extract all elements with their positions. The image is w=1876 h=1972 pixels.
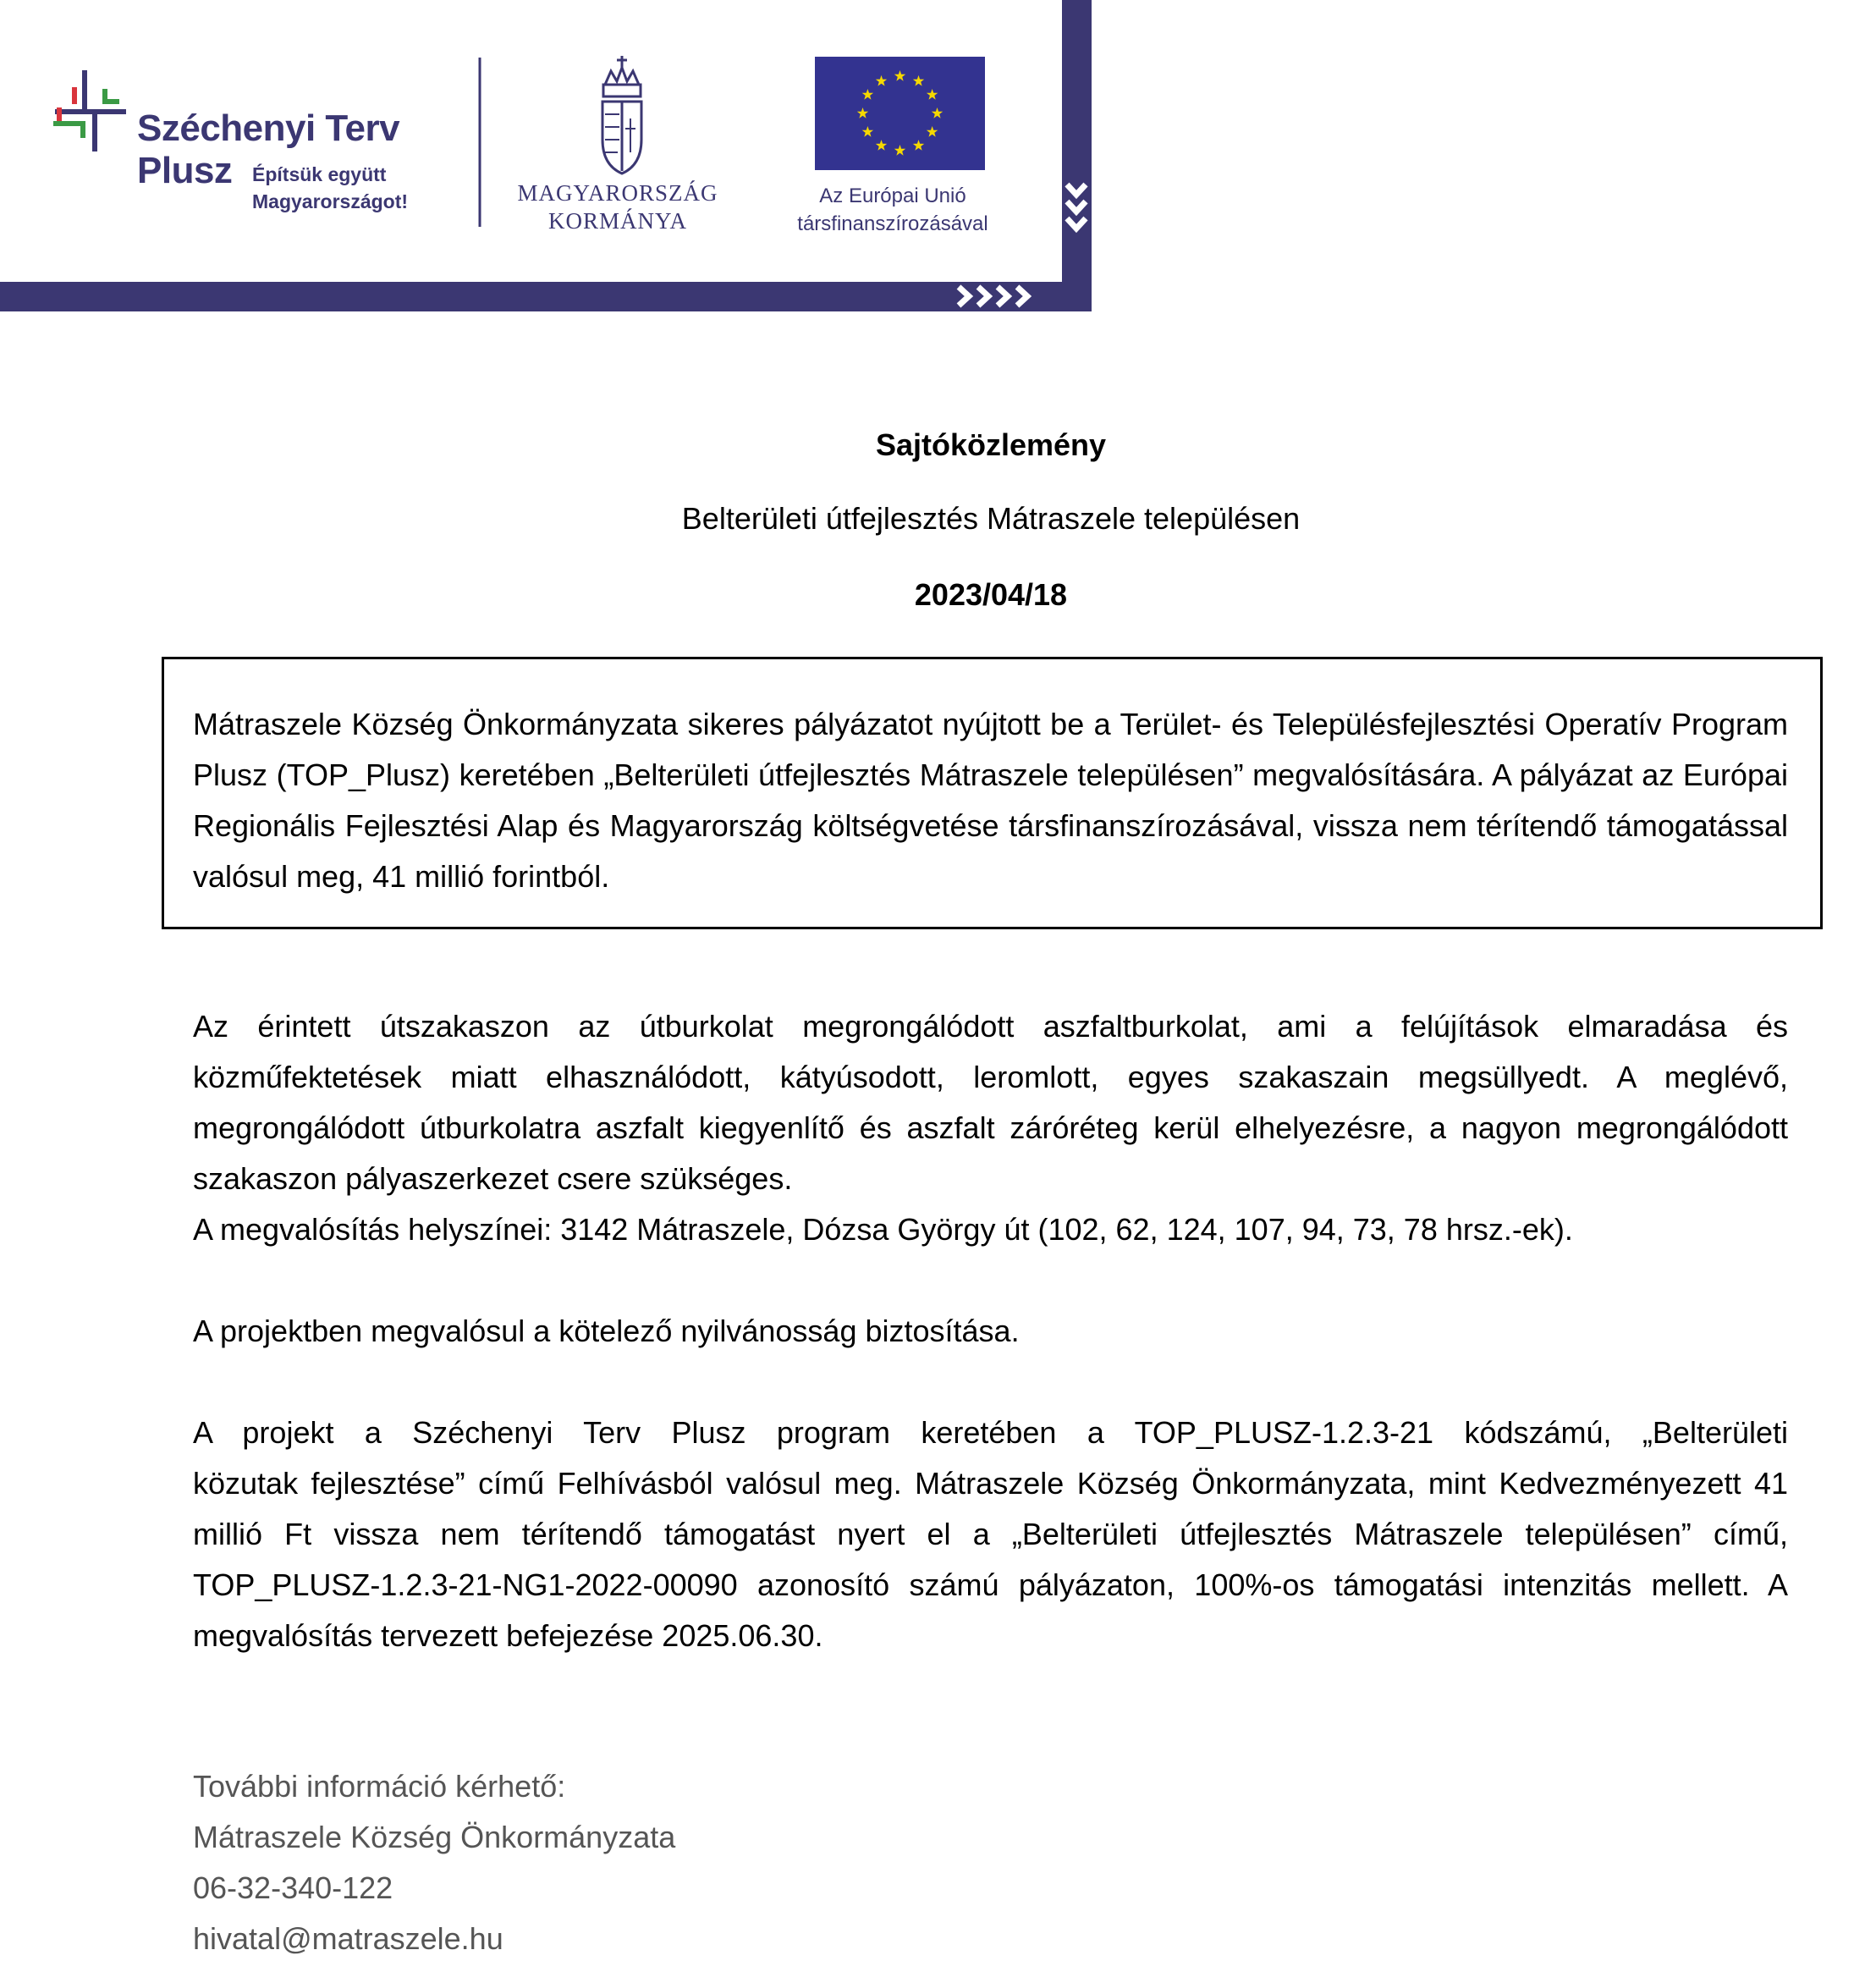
body-paragraph-locations: A megvalósítás helyszínei: 3142 Mátraszele, Dózsa György út (102, 62, 124, 107, 94, 73, 78 hrsz.-ek). <box>193 1212 1573 1247</box>
coat-of-arms-icon <box>602 56 641 174</box>
szechenyi-cross-icon <box>56 73 124 149</box>
eu-logo-text <box>766 182 1020 238</box>
contact-email: hivatal@matraszele.hu <box>193 1921 503 1956</box>
szechenyi-logo-plusz: Plusz <box>137 150 233 191</box>
body-paragraph-program-rest: közutak fejlesztése” című Felhívásból valósul meg. Mátraszele Község Önkormányzata, mint Kedvezményezett 41 millió Ft vissza nem térítendő támogatást nyert el a „Belterületi útfejlesztés Mátraszele településen” című, TOP_PLUSZ-1.2.3-21-NG1-2022-00090 azonosító számú pályázaton, 100%-os támogatási intenzitás mellett. A megvalósítás tervezett befejezése 2025.06.30. <box>193 1466 1788 1653</box>
banner-bottom-bar <box>0 282 1092 311</box>
slogan-line-1: Építsük együtt <box>252 163 387 185</box>
document-subtitle: Belterületi útfejlesztés Mátraszele településen <box>681 501 1301 536</box>
contact-label: További információ kérhető: <box>193 1769 566 1804</box>
document-date: 2023/04/18 <box>914 577 1068 612</box>
contact-phone: 06-32-340-122 <box>193 1870 393 1905</box>
szechenyi-logo-title: Széchenyi Terv <box>137 107 400 149</box>
contact-organization: Mátraszele Község Önkormányzata <box>193 1820 676 1854</box>
body-paragraph-program-line1: A projekt a Széchenyi Terv Plusz program keretében a TOP_PLUSZ-1.2.3-21 kódszámú, „Belterületi <box>193 1415 1788 1450</box>
summary-paragraph: Mátraszele Község Önkormányzata sikeres pályázatot nyújtott be a Terület- és Településfejlesztési Operatív Program Plusz (TOP_Plusz) keretében „Belterületi útfejlesztés Mátraszele településen” megvalósítására. A pályázat az Európai Regionális Fejlesztési Alap és Magyarország költségvetése társfinanszírozásával, vissza nem térítendő támogatással valósul meg, 41 millió forintból. <box>193 707 1788 894</box>
government-logo-text <box>516 179 719 235</box>
header-banner <box>0 0 1092 313</box>
body-paragraph-publicity: A projektben megvalósul a kötelező nyilvánosság biztosítása. <box>193 1314 1020 1348</box>
slogan-line-2: Magyarországot! <box>252 190 409 212</box>
eu-flag-icon <box>815 57 985 170</box>
eu-line-2: társfinanszírozásával <box>797 212 988 235</box>
document-type-heading: Sajtóközlemény <box>875 427 1107 462</box>
szechenyi-logo-slogan <box>252 161 408 215</box>
body-paragraph-condition: Az érintett útszakaszon az útburkolat megrongálódott aszfaltburkolat, ami a felújítások elmaradása és közműfektetések miatt elhasználódott, kátyúsodott, leromlott, egyes szakaszain megsüllyedt. A meglévő, megrongálódott útburkolatra aszfalt kiegyenlítő és aszfalt záróréteg kerül elhelyezésre, a nagyon megrongálódott szakaszon pályaszerkezet csere szükséges. <box>193 1009 1788 1196</box>
eu-line-1: Az Európai Unió <box>819 185 966 207</box>
government-line-1: MAGYARORSZÁG <box>517 180 718 206</box>
banner-right-bar <box>1062 0 1092 311</box>
government-line-2: KORMÁNYA <box>547 208 687 234</box>
